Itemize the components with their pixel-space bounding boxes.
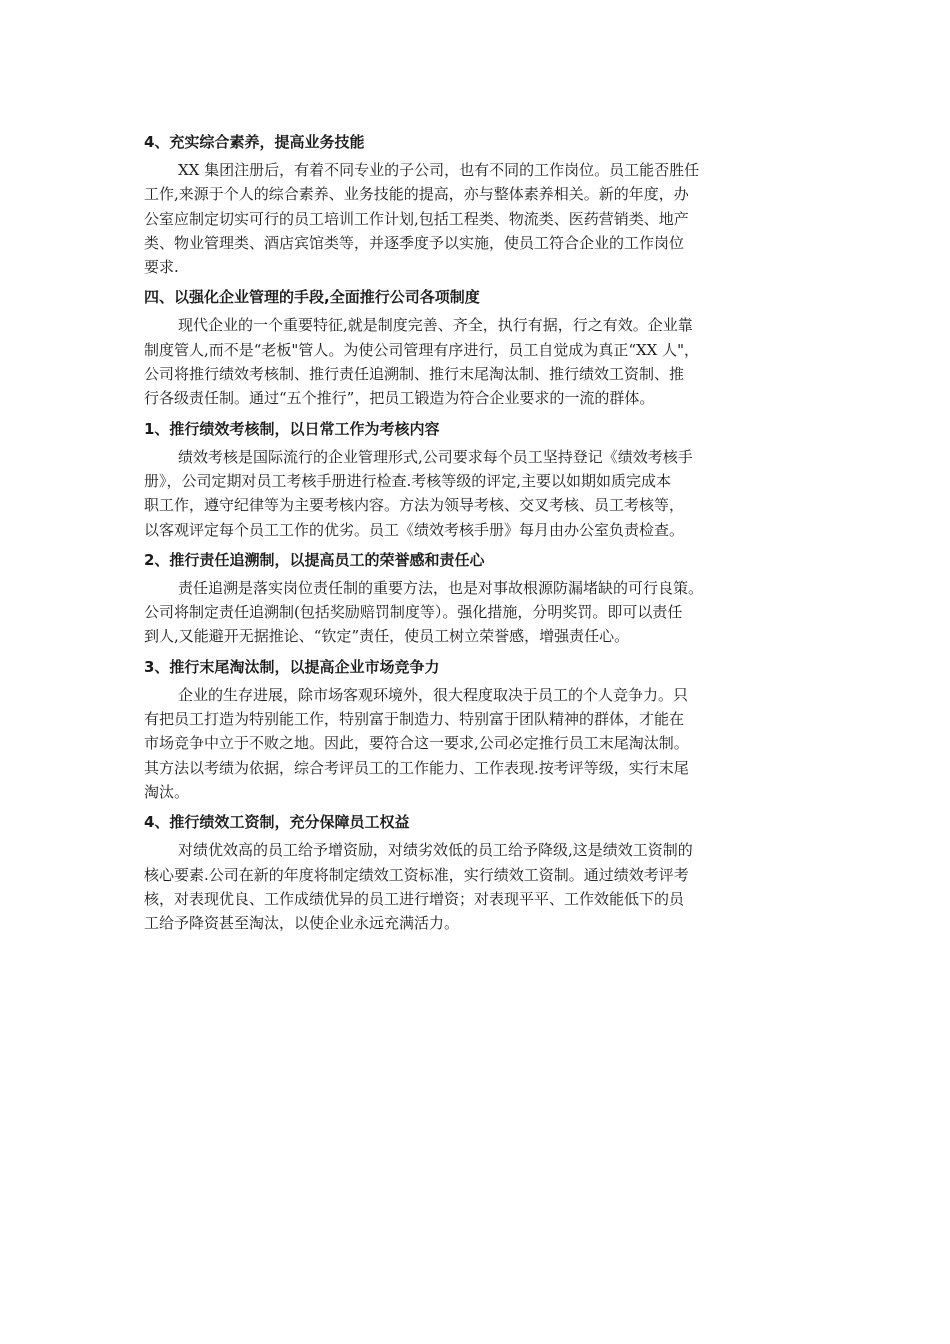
paragraph-line: 企业的生存进展，除市场客观环境外，很大程度取决于员工的个人竞争力。只 xyxy=(178,685,689,704)
section-paragraph xyxy=(144,445,804,542)
paragraph-line: XX 集团注册后，有着不同专业的子公司，也有不同的工作岗位。员工能否胜任 xyxy=(178,161,700,179)
section-paragraph xyxy=(144,683,804,804)
paragraph-line: 有把员工打造为特别能工作，特别富于制造力、特别富于团队精神的群体，才能在 xyxy=(144,710,685,729)
paragraph-line: 以客观评定每个员工工作的优劣。员工《绩效考核手册》每月由办公室负责检查。 xyxy=(144,520,685,539)
paragraph-line: 责任追溯是落实岗位责任制的重要方法，也是对事故根源防漏堵缺的可行良策。 xyxy=(178,578,704,597)
section-heading: 3、推行末尾淘汰制，以提高企业市场竞争力 xyxy=(144,657,440,676)
paragraph-line: 市场竞争中立于不败之地。因此，要符合这一要求,公司必定推行员工末尾淘汰制。 xyxy=(144,734,689,753)
section-heading: 1、推行绩效考核制，以日常工作为考核内容 xyxy=(144,419,440,438)
paragraph-line: 核心要素.公司在新的年度将制定绩效工资标准，实行绩效工资制。通过绩效考评考 xyxy=(144,865,689,884)
document-page xyxy=(144,124,804,935)
section-paragraph xyxy=(144,838,804,935)
section-paragraph xyxy=(144,313,804,410)
paragraph-line: 类、物业管理类、酒店宾馆类等，并逐季度予以实施，使员工符合企业的工作岗位 xyxy=(144,233,685,252)
section-heading: 4、充实综合素养，提高业务技能 xyxy=(144,133,365,151)
paragraph-line: 行各级责任制。通过“五个推行”，把员工锻造为符合企业要求的一流的群体。 xyxy=(144,389,655,408)
section-paragraph xyxy=(144,576,804,649)
paragraph-line: 工给予降资甚至淘汰，以使企业永远充满活力。 xyxy=(144,914,460,933)
paragraph-line: 核，对表现优良、工作成绩优异的员工进行增资；对表现平平、工作效能低下的员 xyxy=(144,889,685,908)
section-heading: 2、推行责任追溯制，以提高员工的荣誉感和责任心 xyxy=(144,550,485,569)
paragraph-line: 对绩优效高的员工给予增资励，对绩劣效低的员工给予降级,这是绩效工资制的 xyxy=(178,841,693,860)
paragraph-line: 工作,来源于个人的综合素养、业务技能的提高，亦与整体素养相关。新的年度，办 xyxy=(144,185,689,204)
section-paragraph xyxy=(144,158,804,279)
paragraph-line: 公室应制定切实可行的员工培训工作计划,包括工程类、物流类、医药营销类、地产 xyxy=(144,209,689,228)
paragraph-line: 淘汰。 xyxy=(144,782,190,801)
paragraph-line: 册》，公司定期对员工考核手册进行检查.考核等级的评定,主要以如期如质完成本 xyxy=(144,471,672,490)
paragraph-line: 职工作，遵守纪律等为主要考核内容。方法为领导考核、交叉考核、员工考核等， xyxy=(144,496,685,515)
paragraph-line: 公司将制定责任追溯制(包括奖励赔罚制度等）。强化措施，分明奖罚。即可以责任 xyxy=(144,603,683,622)
paragraph-line: 公司将推行绩效考核制、推行责任追溯制、推行末尾淘汰制、推行绩效工资制、推 xyxy=(144,365,685,384)
section-heading: 4、推行绩效工资制，充分保障员工权益 xyxy=(144,813,410,832)
paragraph-line: 制度管人,而不是“老板"管人。为使公司管理有序进行，员工自觉成为真正“XX 人"， xyxy=(144,340,700,359)
paragraph-line: 现代企业的一个重要特征,就是制度完善、齐全，执行有据，行之有效。企业靠 xyxy=(178,316,693,335)
paragraph-line: 绩效考核是国际流行的企业管理形式,公司要求每个员工坚持登记《绩效考核手 xyxy=(178,447,693,466)
paragraph-line: 到人,又能避开无据推论、“钦定”责任，使员工树立荣誉感，增强责任心。 xyxy=(144,627,630,646)
section-heading: 四、以强化企业管理的手段,全面推行公司各项制度 xyxy=(144,288,480,307)
paragraph-line: 要求. xyxy=(144,258,179,277)
paragraph-line: 其方法以考绩为依据，综合考评员工的工作能力、工作表现.按考评等级，实行末尾 xyxy=(144,758,689,777)
